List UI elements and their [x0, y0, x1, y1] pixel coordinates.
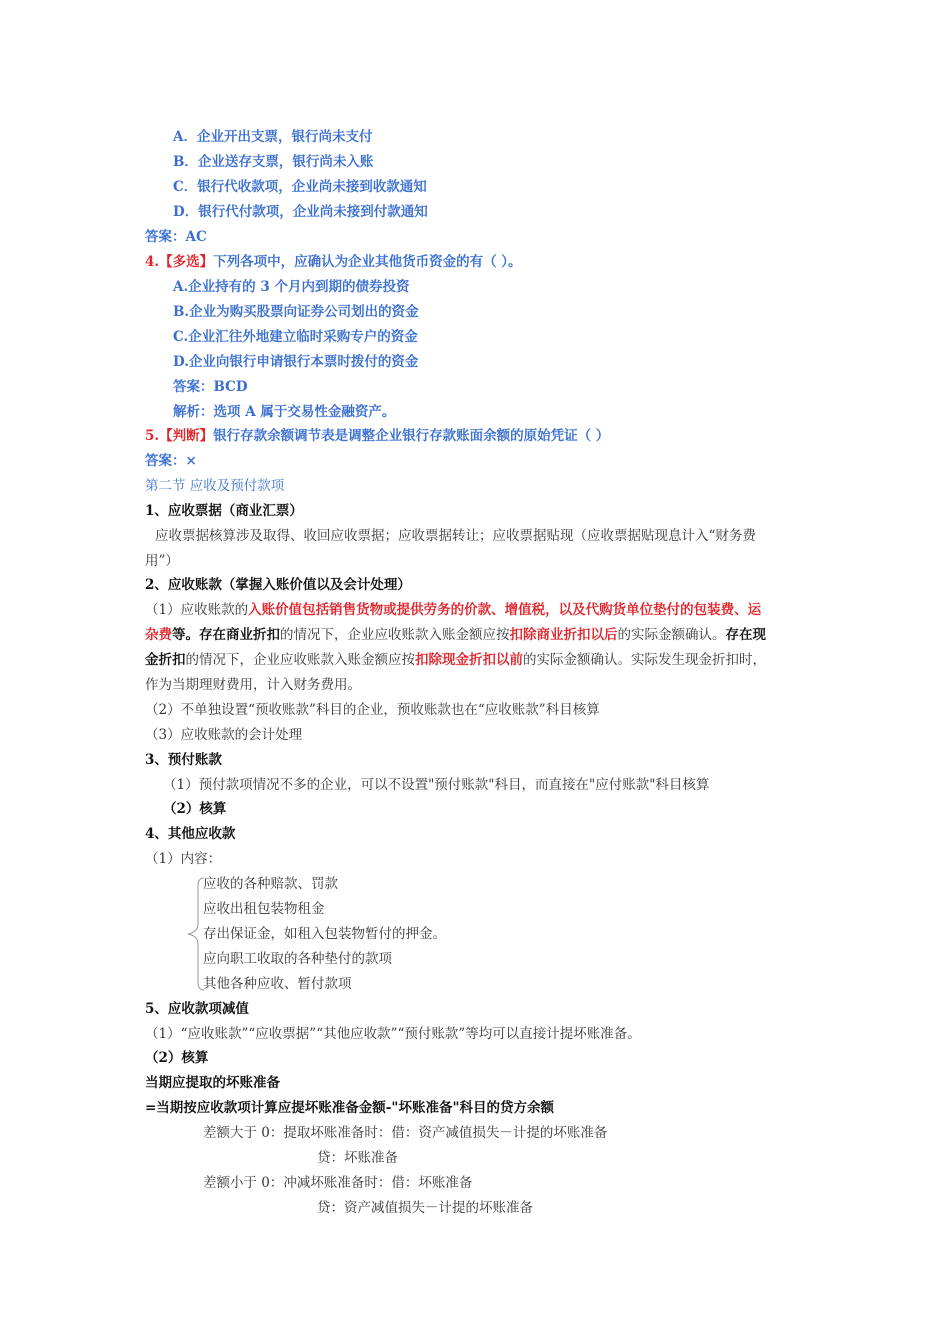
ar-bold: 等。: [172, 627, 199, 643]
formula-line-2: =当期按应收款项计算应提坏账准备金额-"坏账准备"科目的贷方余额: [145, 1100, 554, 1116]
ar-highlight: 扣除现金折扣以前: [415, 652, 523, 668]
q3-option-b: B．企业送存支票，银行尚未入账: [173, 154, 374, 170]
q3-option-d: D．银行代付款项，企业尚未接到付款通知: [173, 204, 428, 220]
section-title: 第二节 应收及预付款项: [145, 478, 285, 494]
formula-line-1: 当期应提取的坏账准备: [145, 1075, 280, 1091]
ar-bold: 存在现: [725, 627, 766, 643]
heading-notes-receivable: 1、应收票据（商业汇票）: [145, 503, 303, 519]
q4-tag: 【多选】: [159, 254, 214, 270]
q4-number: 4.: [145, 254, 160, 270]
q4-answer: 答案：BCD: [173, 379, 248, 395]
ar-text: 的实际金额确认。: [617, 627, 726, 643]
other-receivables-list-item: 应向职工收取的各种垫付的款项: [203, 951, 392, 967]
heading-other-receivables: 4、其他应收款: [145, 826, 236, 842]
q3-option-c: C．银行代收款项，企业尚未接到收款通知: [173, 179, 427, 195]
other-receivables-list-item: 应收的各种赔款、罚款: [203, 876, 338, 892]
journal-entry-1-credit: 贷：坏账准备: [317, 1150, 398, 1166]
heading-prepayments: 3、预付账款: [145, 752, 222, 768]
heading-accounts-receivable: 2、应收账款（掌握入账价值以及会计处理）: [145, 577, 411, 593]
journal-entry-1-debit: 差额大于 0：提取坏账准备时：借：资产减值损失－计提的坏账准备: [203, 1125, 608, 1141]
notes-receivable-text-2: 用”）: [145, 553, 179, 569]
q4-text: 下列各项中，应确认为企业其他货币资金的有（ ）。: [213, 254, 522, 270]
q4-question: [145, 253, 522, 271]
journal-entry-2-debit: 差额小于 0：冲减坏账准备时：借：坏账准备: [203, 1175, 473, 1191]
q4-option-a: A.企业持有的 3 个月内到期的债券投资: [173, 279, 410, 295]
other-receivables-list-item: 应收出租包装物租金: [203, 901, 325, 917]
q3-answer: 答案：AC: [145, 229, 207, 245]
q4-option-b: B.企业为购买股票向证券公司划出的资金: [173, 304, 419, 320]
q4-option-d: D.企业向银行申请银行本票时拨付的资金: [173, 354, 419, 370]
heading-impairment: 5、应收款项减值: [145, 1001, 249, 1017]
ar-text: 的实际金额确认。实际发生现金折扣时，: [523, 652, 766, 668]
ar-text: （1）应收账款的: [145, 602, 249, 618]
other-receivables-item-1: （1）内容：: [145, 851, 222, 867]
ar-paragraph-line-2: [145, 626, 766, 644]
other-receivables-list-item: 存出保证金，如租入包装物暂付的押金。: [203, 926, 446, 942]
ar-highlight: 杂费: [145, 627, 172, 643]
ar-paragraph-line-4: 作为当期理财费用，计入财务费用。: [145, 677, 361, 693]
ar-highlight: 扣除商业折扣以后: [509, 627, 618, 643]
ar-text: 的情况下，企业应收账款入账金额应按: [185, 652, 415, 668]
other-receivables-list-item: 其他各种应收、暂付款项: [203, 976, 352, 992]
q5-number: 5.: [145, 428, 160, 444]
prepayments-item-1: （1）预付款项情况不多的企业，可以不设置"预付账款"科目，而直接在"应付账款"科目核算: [163, 777, 710, 793]
q3-option-a: A．企业开出支票，银行尚未支付: [173, 129, 373, 145]
ar-bold: 金折扣: [145, 652, 186, 668]
notes-receivable-text-1: 应收票据核算涉及取得、收回应收票据；应收票据转让；应收票据贴现（应收票据贴现息计入“财务费: [155, 528, 756, 544]
q5-question: [145, 427, 609, 445]
ar-paragraph-line-1: [145, 601, 761, 619]
ar-paragraph-line-3: [145, 651, 766, 669]
q5-answer: 答案：×: [145, 453, 197, 469]
ar-highlight: 入账价值包括销售货物或提供劳务的价款、增值税，以及代购货单位垫付的包装费、运: [248, 602, 762, 618]
impairment-item-2: （2）核算: [145, 1050, 209, 1066]
journal-entry-2-credit: 贷：资产减值损失－计提的坏账准备: [317, 1200, 533, 1216]
ar-text: 的情况下，企业应收账款入账金额应按: [280, 627, 510, 643]
ar-item-2: （2）不单独设置“预收账款”科目的企业，预收账款也在“应收账款”科目核算: [145, 702, 600, 718]
ar-item-3: （3）应收账款的会计处理: [145, 727, 303, 743]
prepayments-item-2: （2）核算: [163, 801, 227, 817]
q5-text: 银行存款余额调节表是调整企业银行存款账面余额的原始凭证（ ）: [213, 428, 610, 444]
q4-analysis: 解析：选项 A 属于交易性金融资产。: [173, 404, 396, 420]
ar-bold: 存在商业折扣: [199, 627, 280, 643]
impairment-item-1: （1）“应收账款”“应收票据”“其他应收款”“预付账款”等均可以直接计提坏账准备。: [145, 1026, 641, 1042]
q4-option-c: C.企业汇往外地建立临时采购专户的资金: [173, 329, 418, 345]
q5-tag: 【判断】: [159, 428, 214, 444]
